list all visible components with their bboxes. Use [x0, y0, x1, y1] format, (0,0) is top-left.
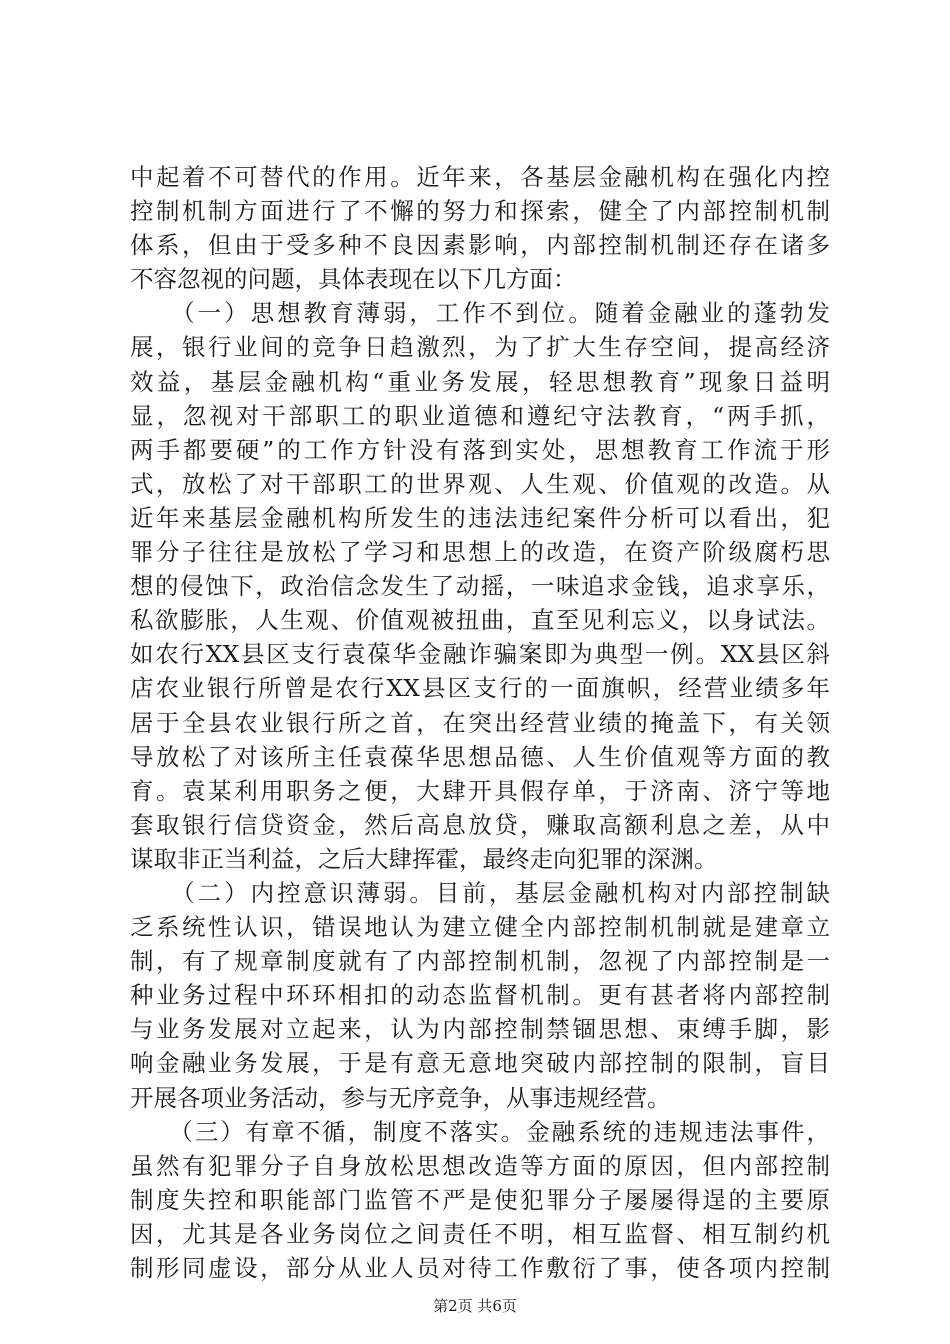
- text-line: （三）有章不循，制度不落实。金融系统的违规违法事件，: [130, 1117, 830, 1146]
- document-body: [130, 160, 830, 1285]
- text-line: 育。袁某利用职务之便，大肆开具假存单，于济南、济宁等地: [130, 776, 830, 805]
- text-line: 中起着不可替代的作用。近年来，各基层金融机构在强化内控: [130, 163, 830, 191]
- text-line: 制度失控和职能部门监管不严是使犯罪分子屡屡得逞的主要原: [130, 1185, 830, 1214]
- text-line: 套取银行信贷资金，然后高息放贷，赚取高额利息之差，从中: [130, 810, 830, 839]
- text-line: 开展各项业务活动，参与无序竞争，从事违规经营。: [130, 1083, 671, 1112]
- text-line: 效益，基层金融机构“重业务发展，轻思想教育”现象日益明: [130, 367, 830, 396]
- text-line: 谋取非正当利益，之后大肆挥霍，最终走向犯罪的深渊。: [130, 844, 718, 873]
- text-line: 乏系统性认识，错误地认为建立健全内部控制机制就是建章立: [130, 913, 830, 942]
- text-line: （一）思想教育薄弱，工作不到位。随着金融业的蓬勃发: [130, 299, 830, 328]
- text-line: 店农业银行所曾是农行XX县区支行的一面旗帜，经营业绩多年: [130, 674, 830, 703]
- text-line: 展，银行业间的竞争日趋激烈，为了扩大生存空间，提高经济: [130, 333, 830, 362]
- text-line: 式，放松了对干部职工的世界观、人生观、价值观的改造。从: [130, 469, 830, 498]
- text-line: 居于全县农业银行所之首，在突出经营业绩的掩盖下，有关领: [130, 708, 830, 737]
- text-line: 不容忽视的问题，具体表现在以下几方面：: [130, 265, 577, 294]
- page-number-footer: 第2页 共6页: [433, 1297, 517, 1315]
- text-line: （二）内控意识薄弱。目前，基层金融机构对内部控制缺: [130, 878, 830, 907]
- text-line: 因，尤其是各业务岗位之间责任不明，相互监督、相互制约机: [130, 1219, 830, 1248]
- text-line: 如农行XX县区支行袁葆华金融诈骗案即为典型一例。XX县区斜: [130, 640, 830, 669]
- text-line: 两手都要硬”的工作方针没有落到实处，思想教育工作流于形: [130, 435, 830, 464]
- text-line: 控制机制方面进行了不懈的努力和探索，健全了内部控制机制: [130, 197, 830, 226]
- text-line: 导放松了对该所主任袁葆华思想品德、人生价值观等方面的教: [130, 742, 830, 771]
- text-line: 响金融业务发展，于是有意无意地突破内部控制的限制，盲目: [130, 1049, 830, 1078]
- text-line: 虽然有犯罪分子自身放松思想改造等方面的原因，但内部控制: [130, 1151, 830, 1180]
- text-line: 罪分子往往是放松了学习和思想上的改造，在资产阶级腐朽思: [130, 538, 830, 567]
- text-line: 私欲膨胀，人生观、价值观被扭曲，直至见利忘义，以身试法。: [130, 606, 830, 635]
- text-line: 近年来基层金融机构所发生的违法违纪案件分析可以看出，犯: [130, 503, 830, 532]
- text-line: 制形同虚设，部分从业人员对待工作敷衍了事，使各项内控制: [130, 1254, 830, 1282]
- text-line: 制，有了规章制度就有了内部控制机制，忽视了内部控制是一: [130, 947, 830, 976]
- text-line: 想的侵蚀下，政治信念发生了动摇，一味追求金钱，追求享乐，: [130, 572, 830, 601]
- text-line: 与业务发展对立起来，认为内部控制禁锢思想、束缚手脚，影: [130, 1015, 830, 1044]
- text-line: 体系，但由于受多种不良因素影响，内部控制机制还存在诸多: [130, 231, 830, 260]
- text-line: 种业务过程中环环相扣的动态监督机制。更有甚者将内部控制: [130, 981, 830, 1010]
- text-line: 显，忽视对干部职工的职业道德和遵纪守法教育，“两手抓，: [130, 401, 830, 430]
